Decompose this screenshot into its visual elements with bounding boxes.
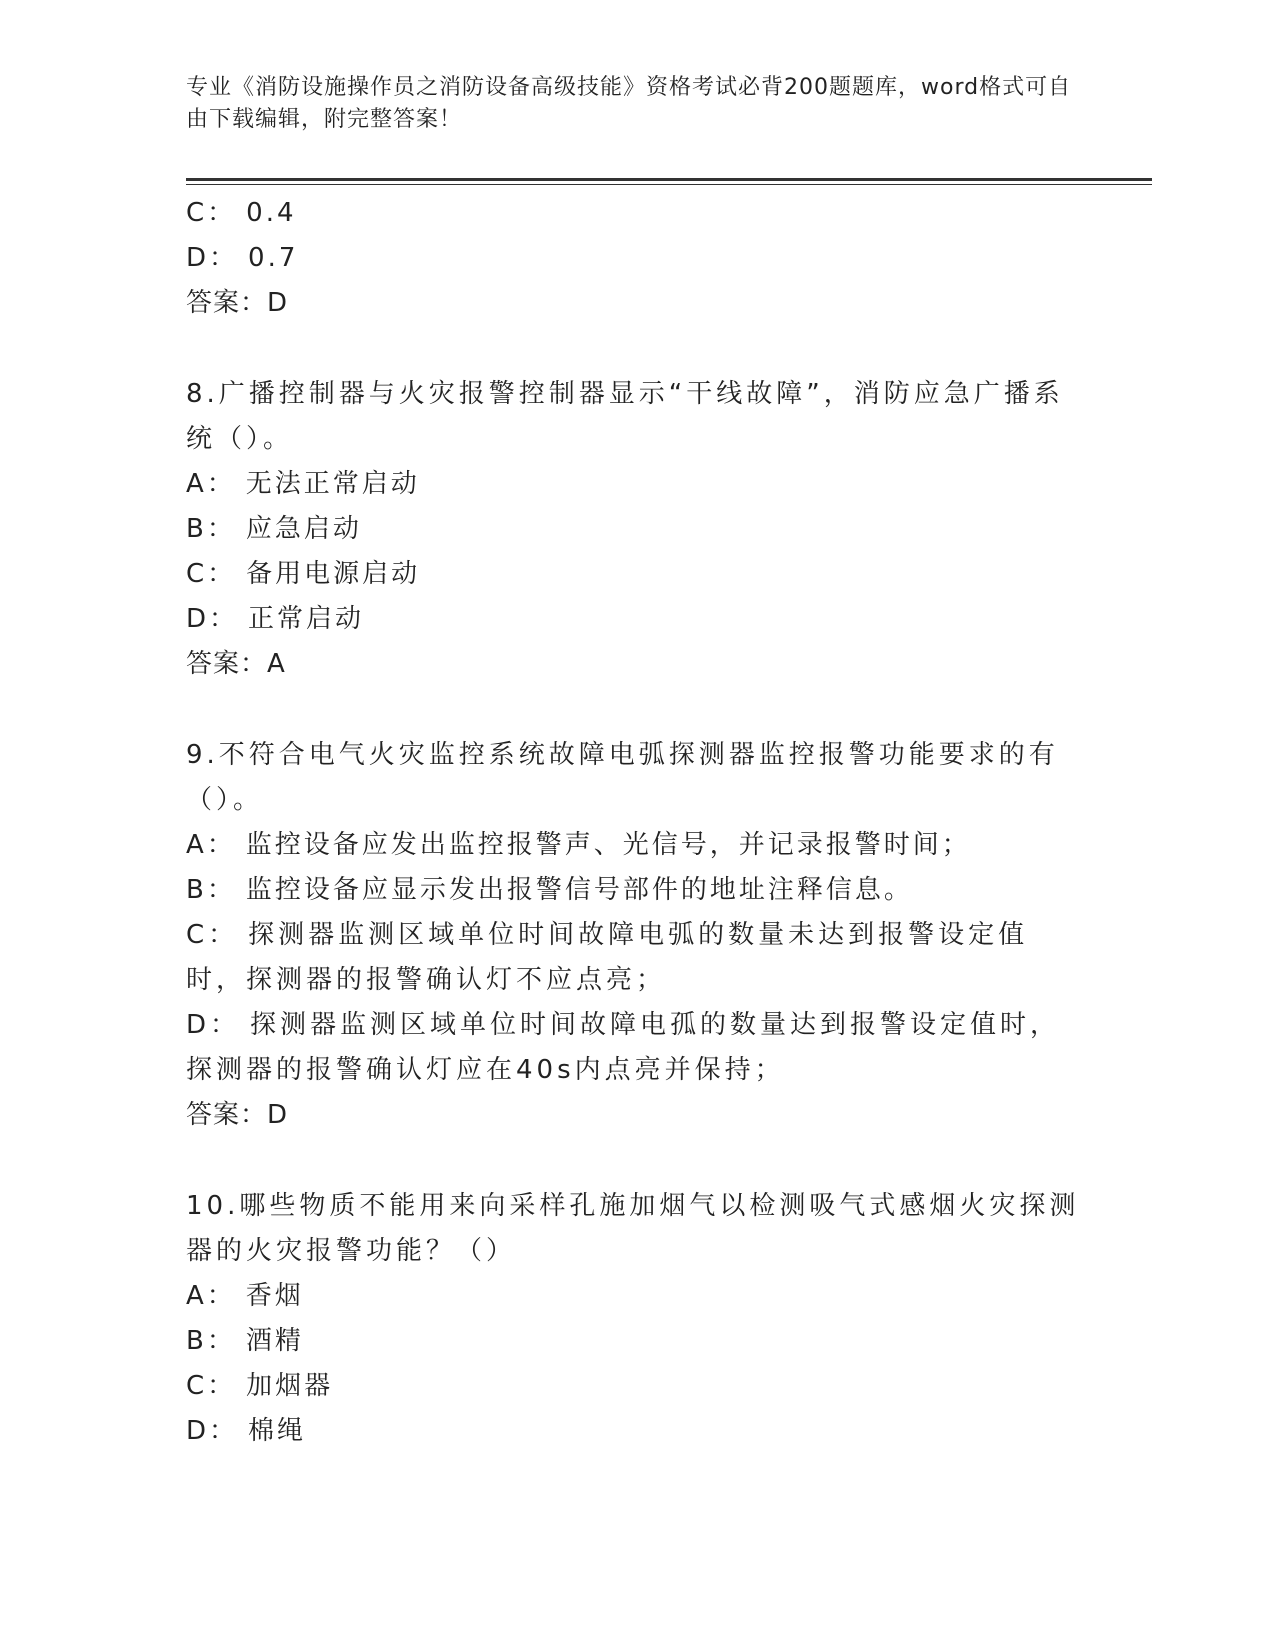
question-body [186,191,1086,1454]
previous-question-tail [186,191,1086,326]
answer-line: 答案：D [186,1100,289,1130]
option-label: A： [186,1281,236,1311]
option-label: C： [186,198,237,228]
option-b [186,868,1086,913]
option-label: D： [186,1416,239,1446]
option-label: D： [186,243,239,273]
option-text: 正常启动 [248,604,365,634]
option-label: A： [186,830,236,860]
option-b [186,507,1086,552]
option-text: 探测器监测区域单位时间故障电孤的数量达到报警设定值时，探测器的报警确认灯应在40s内点亮并保持； [186,1010,1061,1085]
question-8 [186,372,1086,687]
header-rule-thick [186,178,1152,181]
question-stem: 9.不符合电气火灾监控系统故障电弧探测器监控报警功能要求的有（）。 [186,740,1059,815]
option-a [186,1274,1086,1319]
question-stem: 8.广播控制器与火灾报警控制器显示“干线故障”，消防应急广播系统（）。 [186,379,1064,454]
option-d [186,1409,1086,1454]
option-text: 酒精 [245,1326,304,1356]
option-c [186,913,1086,1003]
option-b [186,1319,1086,1364]
option-label: B： [186,1326,236,1356]
option-label: B： [186,514,236,544]
option-text: 无法正常启动 [245,469,420,499]
option-c [186,552,1086,597]
option-label: B： [186,875,236,905]
document-header: 专业《消防设施操作员之消防设备高级技能》资格考试必背200题题库，word格式可自由下载编辑，附完整答案！ [186,75,1072,132]
answer-line: 答案：A [186,649,286,679]
option-label: C： [186,1371,237,1401]
option-label: D： [186,1010,241,1040]
option-label: A： [186,469,236,499]
question-9 [186,733,1086,1138]
answer-line: 答案：D [186,288,289,318]
option-c [186,1364,1086,1409]
option-text: 备用电源启动 [246,559,421,589]
option-label: D： [186,604,239,634]
option-text: 香烟 [245,1281,304,1311]
option-text: 探测器监测区域单位时间故障电弧的数量未达到报警设定值时，探测器的报警确认灯不应点亮； [186,920,1029,995]
option-label: C： [186,920,239,950]
option-a [186,462,1086,507]
option-text: 棉绳 [248,1416,307,1446]
option-text: 0.7 [248,243,299,273]
option-a [186,823,1086,868]
option-d [186,597,1086,642]
option-text: 加烟器 [246,1371,334,1401]
option-text: 监控设备应发出监控报警声、光信号，并记录报警时间； [245,830,971,860]
option-c [186,191,1086,236]
option-text: 应急启动 [245,514,362,544]
option-text: 监控设备应显示发出报警信号部件的地址注释信息。 [245,875,913,905]
question-10 [186,1184,1086,1454]
option-d [186,1003,1086,1093]
question-stem: 10.哪些物质不能用来向采样孔施加烟气以检测吸气式感烟火灾探测器的火灾报警功能？（） [186,1191,1080,1266]
option-label: C： [186,559,237,589]
header-rule-thin [186,184,1152,185]
option-d [186,236,1086,281]
option-text: 0.4 [246,198,297,228]
